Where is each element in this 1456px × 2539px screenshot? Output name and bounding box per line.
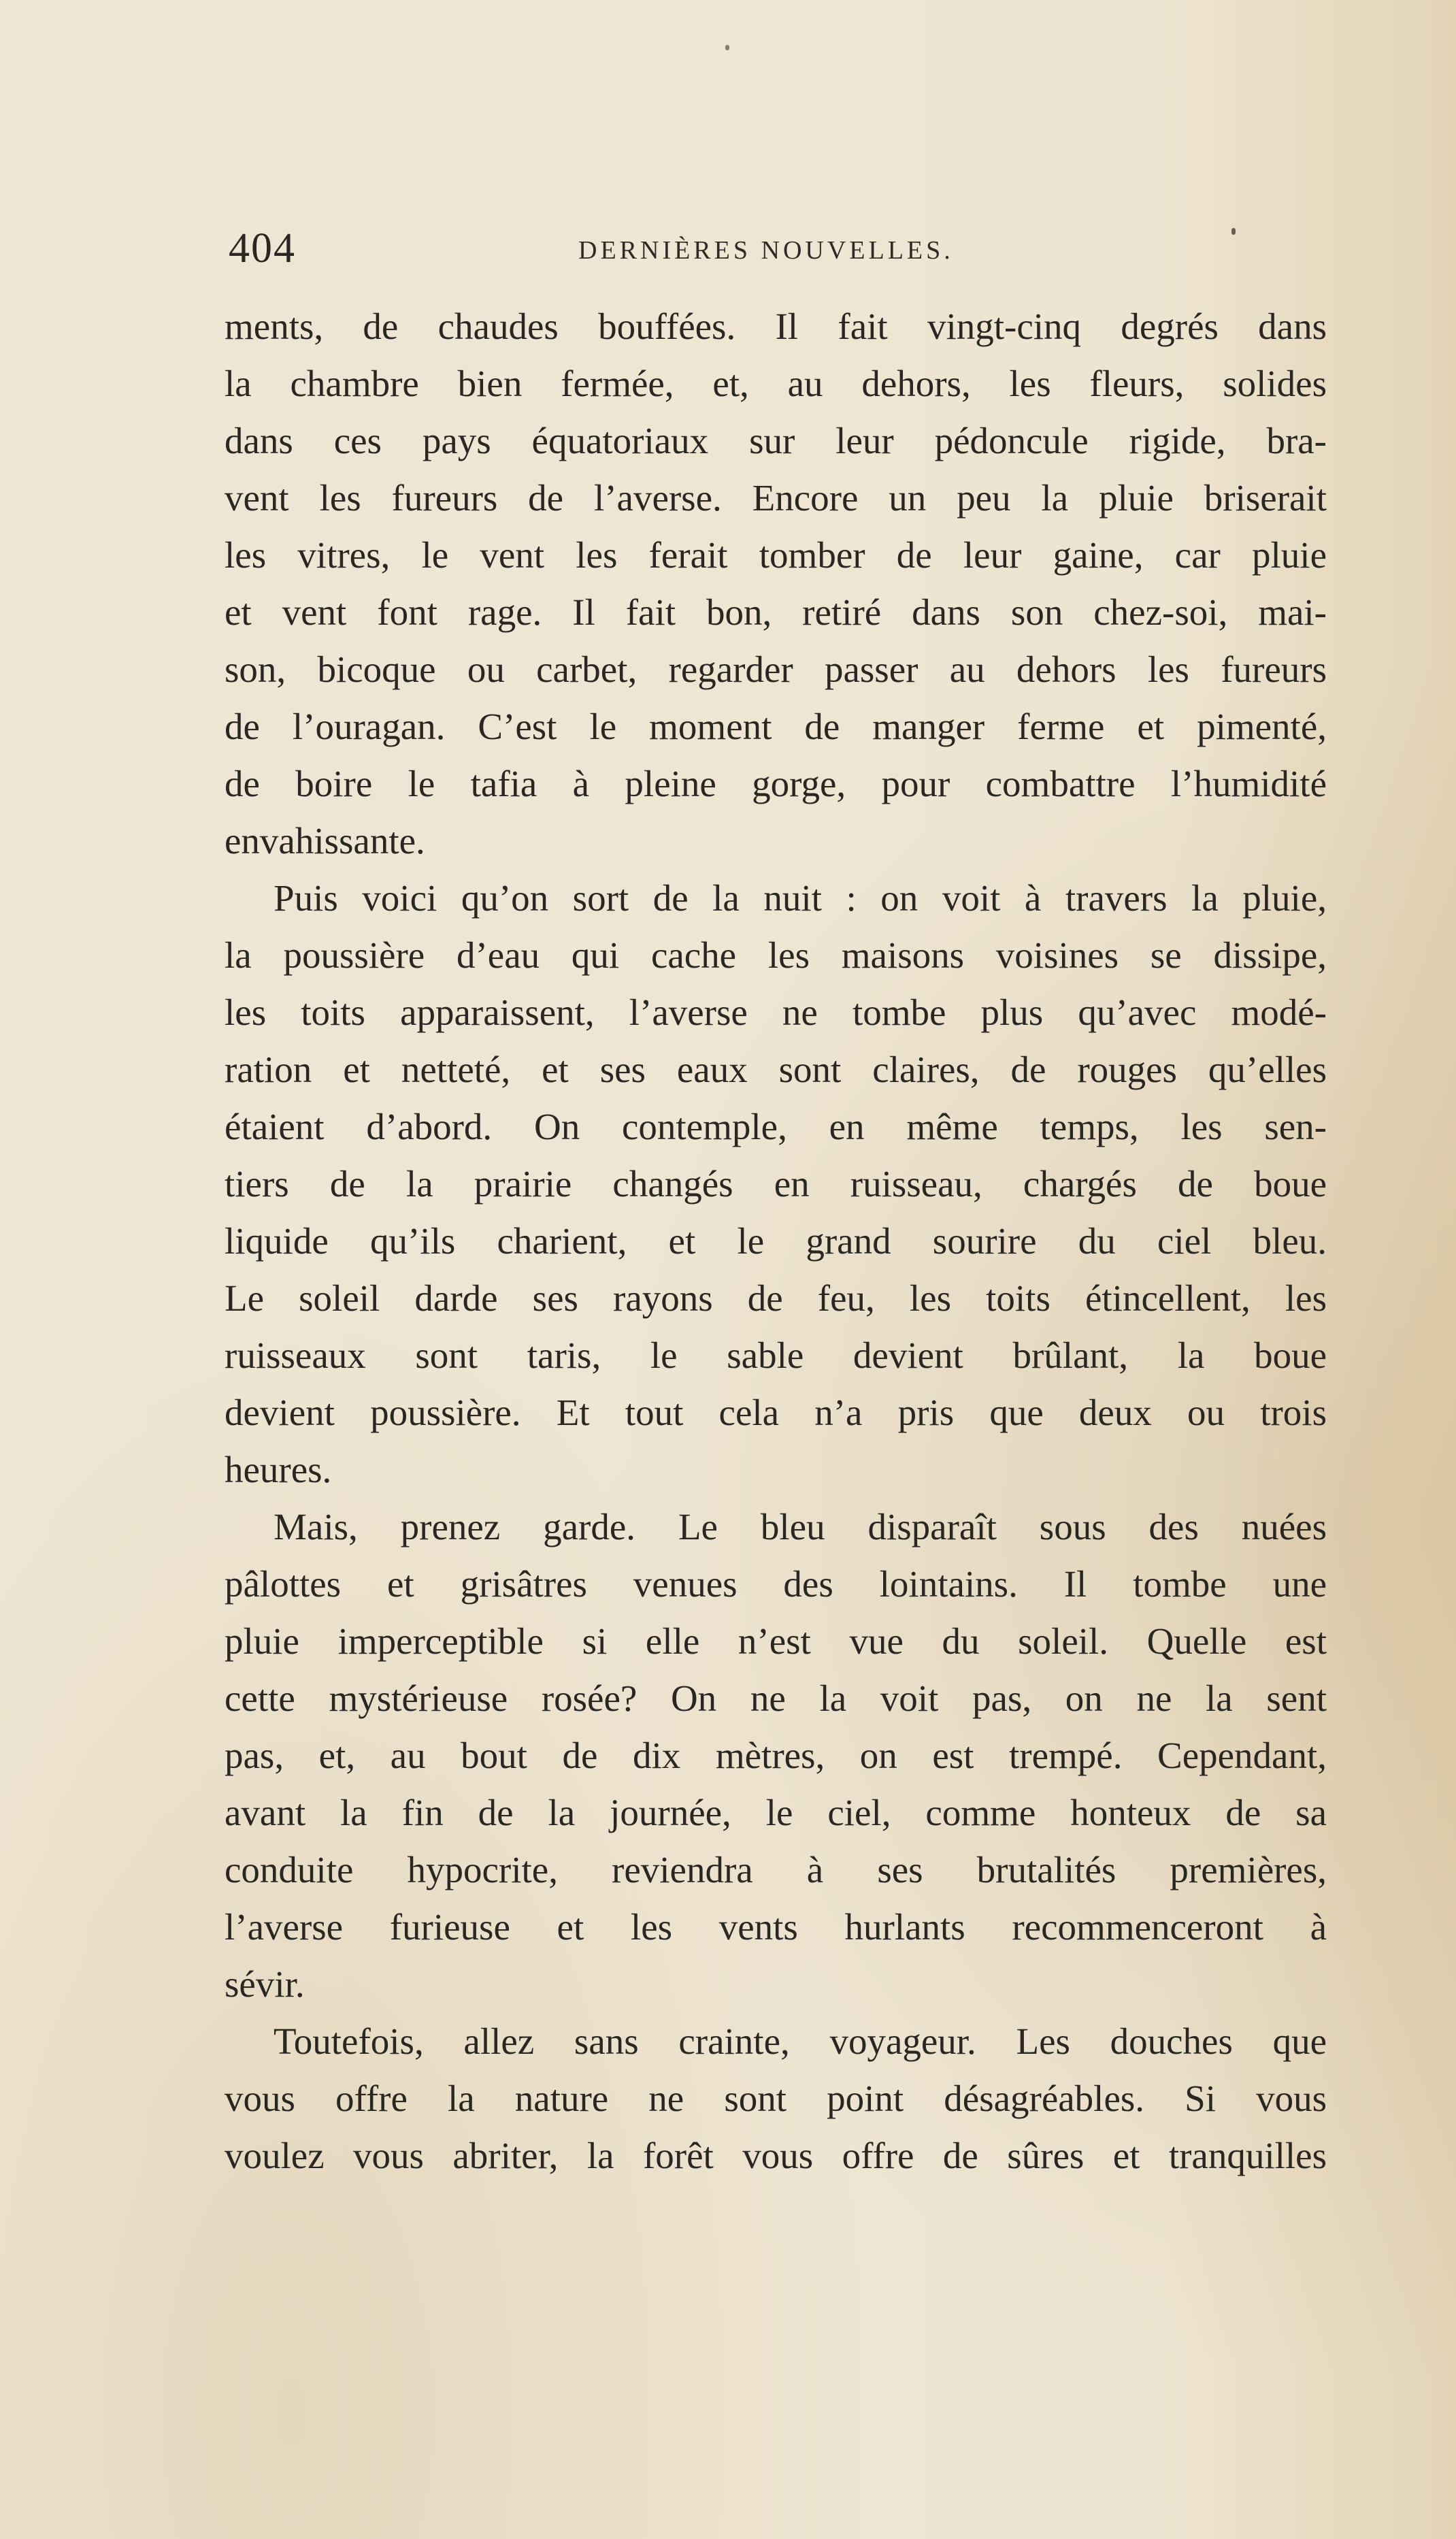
text-line: avant la fin de la journée, le ciel, comme honteux de sa — [225, 1792, 1327, 1833]
text-line: liquide qu’ils charient, et le grand sourire du ciel bleu. — [225, 1220, 1327, 1262]
text-line: pluie imperceptible si elle n’est vue du soleil. Quelle est — [225, 1620, 1327, 1662]
page-number: 404 — [229, 225, 296, 272]
text-line: vent les fureurs de l’averse. Encore un peu la pluie briserait — [225, 477, 1327, 519]
text-line: heures. — [225, 1449, 332, 1490]
text-line: étaient d’abord. On contemple, en même temps, les sen- — [225, 1106, 1327, 1147]
text-line: et vent font rage. Il fait bon, retiré dans son chez-soi, mai- — [225, 591, 1327, 633]
running-title: DERNIÈRES NOUVELLES. — [578, 236, 954, 265]
ink-speck — [725, 45, 729, 50]
text-line: pas, et, au bout de dix mètres, on est trempé. Cependant, — [225, 1735, 1327, 1776]
text-line: cette mystérieuse rosée? On ne la voit pas, on ne la sent — [225, 1677, 1327, 1719]
text-line: pâlottes et grisâtres venues des lointains. Il tombe une — [225, 1563, 1327, 1605]
text-line: de boire le tafia à pleine gorge, pour combattre l’humidité — [225, 763, 1327, 804]
text-line: ration et netteté, et ses eaux sont claires, de rouges qu’elles — [225, 1049, 1327, 1090]
text-line: voulez vous abriter, la forêt vous offre de sûres et tranquilles — [225, 2135, 1327, 2176]
text-line: les toits apparaissent, l’averse ne tombe plus qu’avec modé- — [225, 992, 1327, 1033]
text-line: son, bicoque ou carbet, regarder passer au dehors les fureurs — [225, 649, 1327, 690]
ink-speck — [1231, 228, 1236, 235]
page-header — [225, 225, 1327, 272]
text-line: conduite hypocrite, reviendra à ses brutalités premières, — [225, 1849, 1327, 1890]
text-line: ments, de chaudes bouffées. Il fait vingt-cinq degrés dans — [225, 306, 1327, 347]
text-line: dans ces pays équatoriaux sur leur pédoncule rigide, bra- — [225, 420, 1327, 461]
text-line: devient poussière. Et tout cela n’a pris que deux ou trois — [225, 1392, 1327, 1433]
text-line: Toutefois, allez sans crainte, voyageur. Les douches que — [274, 2020, 1327, 2062]
text-line: Puis voici qu’on sort de la nuit : on voit à travers la pluie, — [274, 877, 1327, 919]
text-line: la poussière d’eau qui cache les maisons voisines se dissipe, — [225, 934, 1327, 976]
text-line: tiers de la prairie changés en ruisseau, chargés de boue — [225, 1163, 1327, 1205]
text-line: l’averse furieuse et les vents hurlants recommenceront à — [225, 1906, 1327, 1948]
text-line: Le soleil darde ses rayons de feu, les toits étincellent, les — [225, 1277, 1327, 1319]
text-line: ruisseaux sont taris, le sable devient brûlant, la boue — [225, 1334, 1327, 1376]
body-text — [225, 298, 1327, 2184]
text-line: de l’ouragan. C’est le moment de manger ferme et pimenté, — [225, 706, 1327, 747]
text-line: vous offre la nature ne sont point désagréables. Si vous — [225, 2078, 1327, 2119]
text-line: envahissante. — [225, 820, 425, 862]
text-line: Mais, prenez garde. Le bleu disparaît sous des nuées — [274, 1506, 1327, 1547]
text-line: les vitres, le vent les ferait tomber de leur gaine, car pluie — [225, 534, 1327, 576]
text-line: sévir. — [225, 1963, 305, 2005]
text-line: la chambre bien fermée, et, au dehors, les fleurs, solides — [225, 363, 1327, 404]
